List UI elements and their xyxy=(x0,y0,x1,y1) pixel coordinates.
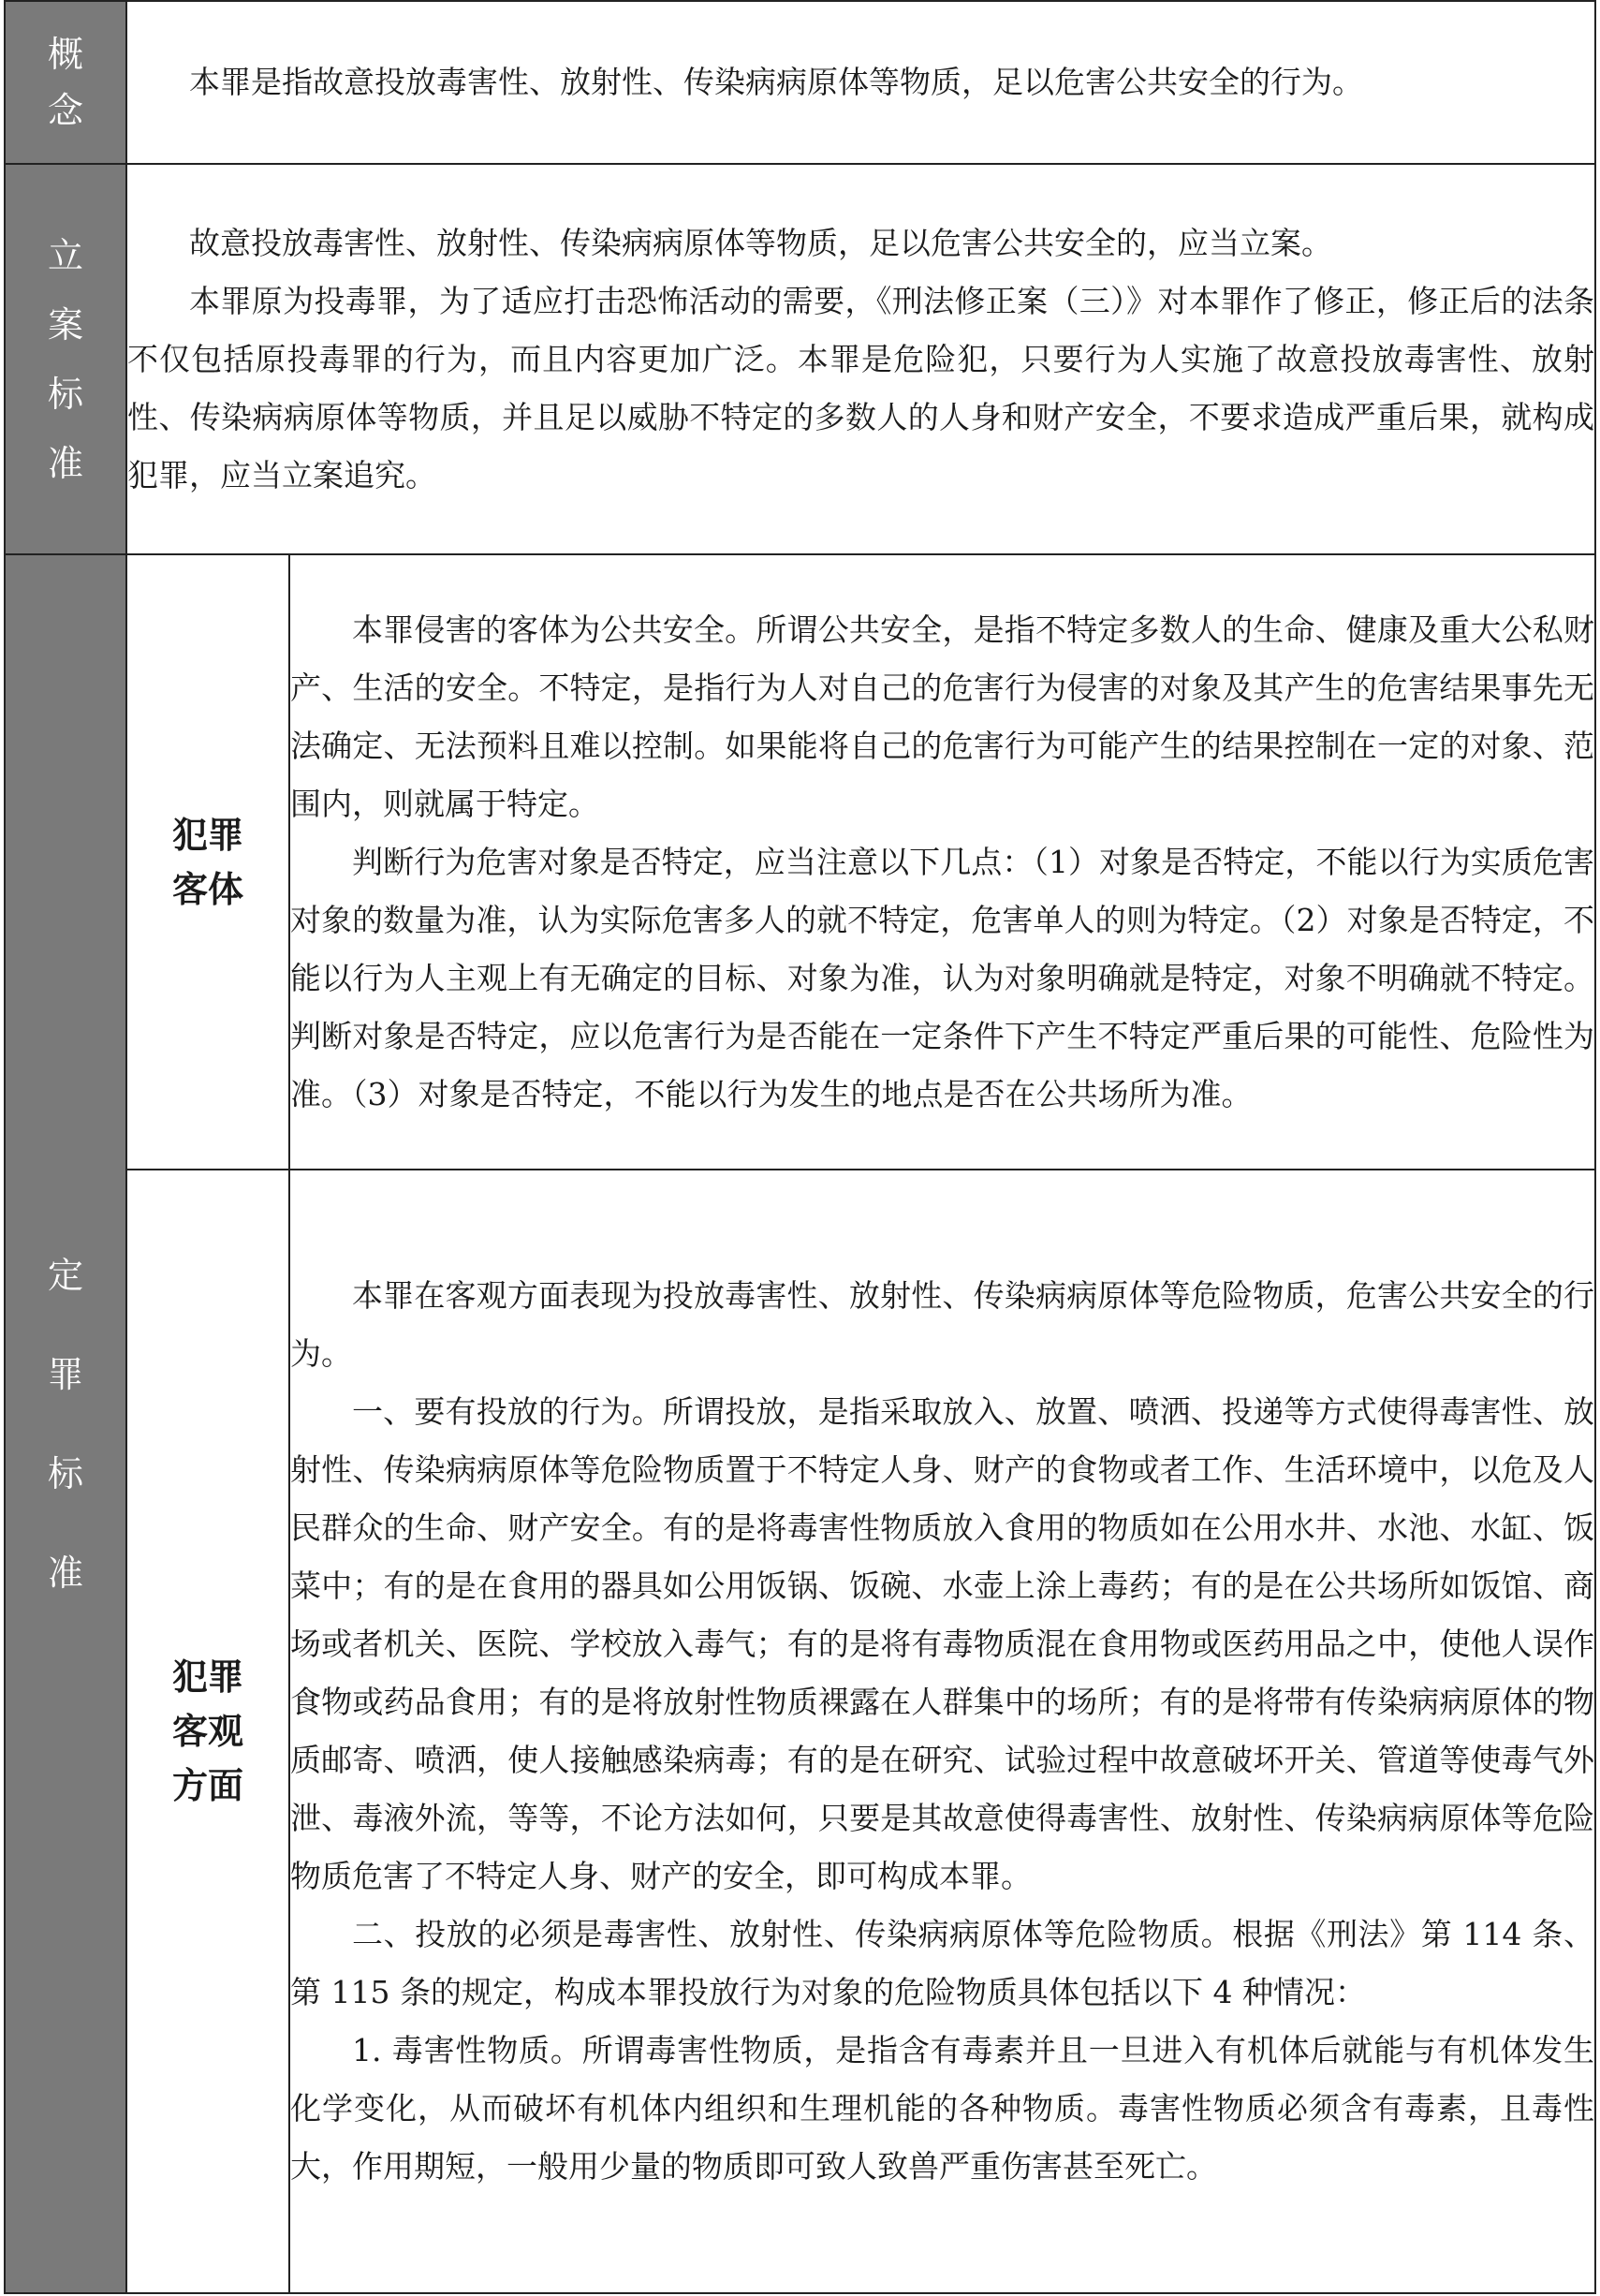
objective-aspect-row xyxy=(5,1170,1595,2293)
concept-text-cell xyxy=(126,1,1595,164)
case-standard-text-cell xyxy=(126,164,1595,554)
crime-object-row xyxy=(5,554,1595,1170)
case-standard-paragraph: 故意投放毒害性、放射性、传染病病原体等物质，足以危害公共安全的，应当立案。 xyxy=(189,224,1332,261)
concept-text: 本罪是指故意投放毒害性、放射性、传染病病原体等物质，足以危害公共安全的行为。 xyxy=(189,64,1363,100)
concept-label: 概 念 xyxy=(5,1,126,164)
objective-aspect-paragraph: 1. 毒害性物质。所谓毒害性物质，是指含有毒素并且一旦进入有机体后就能与有机体发生化学变化，从而破坏有机体内组织和生理机能的各种物质。毒害性物质必须含有毒素，且毒性大，作用期短，一般用少量的物质即可致人致兽严重伤害甚至死亡。 xyxy=(290,2032,1594,2185)
crime-standards-table xyxy=(4,0,1596,2294)
conviction-standard-label: 定 罪 标 准 xyxy=(5,554,126,2293)
concept-row xyxy=(5,1,1595,164)
objective-aspect-paragraph: 本罪在客观方面表现为投放毒害性、放射性、传染病病原体等危险物质，危害公共安全的行为。 xyxy=(290,1277,1594,1372)
case-standard-label: 立 案 标 准 xyxy=(5,164,126,554)
crime-object-paragraph: 本罪侵害的客体为公共安全。所谓公共安全，是指不特定多数人的生命、健康及重大公私财产、生活的安全。不特定，是指行为人对自己的危害行为侵害的对象及其产生的危害结果事先无法确定、无法预料且难以控制。如果能将自己的危害行为可能产生的结果控制在一定的对象、范围内，则就属于特定。 xyxy=(290,611,1594,822)
objective-aspect-paragraph: 二、投放的必须是毒害性、放射性、传染病病原体等危险物质。根据《刑法》第 114 条、第 115 条的规定，构成本罪投放行为对象的危险物质具体包括以下 4 种情况： xyxy=(290,1916,1594,2010)
crime-object-paragraph: 判断行为危害对象是否特定，应当注意以下几点：（1）对象是否特定，不能以行为实质危害对象的数量为准，认为实际危害多人的就不特定，危害单人的则为特定。（2）对象是否特定，不能以行为人主观上有无确定的目标、对象为准，认为对象明确就是特定，对象不明确就不特定。判断对象是否特定，应以危害行为是否能在一定条件下产生不特定严重后果的可能性、危险性为准。（3）对象是否特定，不能以行为发生的地点是否在公共场所为准。 xyxy=(290,843,1594,1112)
case-standard-paragraph: 本罪原为投毒罪，为了适应打击恐怖活动的需要，《刑法修正案（三）》对本罪作了修正，修正后的法条不仅包括原投毒罪的行为，而且内容更加广泛。本罪是危险犯，只要行为人实施了故意投放毒害性、放射性、传染病病原体等物质，并且足以威胁不特定的多数人的人身和财产安全，不要求造成严重后果，就构成犯罪，应当立案追究。 xyxy=(127,282,1594,493)
objective-aspect-text-cell xyxy=(289,1170,1595,2293)
crime-object-label: 犯罪 客体 xyxy=(126,554,289,1170)
objective-aspect-paragraph: 一、要有投放的行为。所谓投放，是指采取放入、放置、喷洒、投递等方式使得毒害性、放射性、传染病病原体等危险物质置于不特定人身、财产的食物或者工作、生活环境中，以危及人民群众的生命、财产安全。有的是将毒害性物质放入食用的物质如在公用水井、水池、水缸、饭菜中；有的是在食用的器具如公用饭锅、饭碗、水壶上涂上毒药；有的是在公共场所如饭馆、商场或者机关、医院、学校放入毒气；有的是将有毒物质混在食用物或医药用品之中，使他人误作食物或药品食用；有的是将放射性物质裸露在人群集中的场所；有的是将带有传染病病原体的物质邮寄、喷洒，使人接触感染病毒；有的是在研究、试验过程中故意破坏开关、管道等使毒气外泄、毒液外流，等等，不论方法如何，只要是其故意使得毒害性、放射性、传染病病原体等危险物质危害了不特定人身、财产的安全，即可构成本罪。 xyxy=(290,1393,1594,1894)
crime-object-text-cell xyxy=(289,554,1595,1170)
objective-aspect-label: 犯罪 客观 方面 xyxy=(126,1170,289,2293)
case-standard-row xyxy=(5,164,1595,554)
